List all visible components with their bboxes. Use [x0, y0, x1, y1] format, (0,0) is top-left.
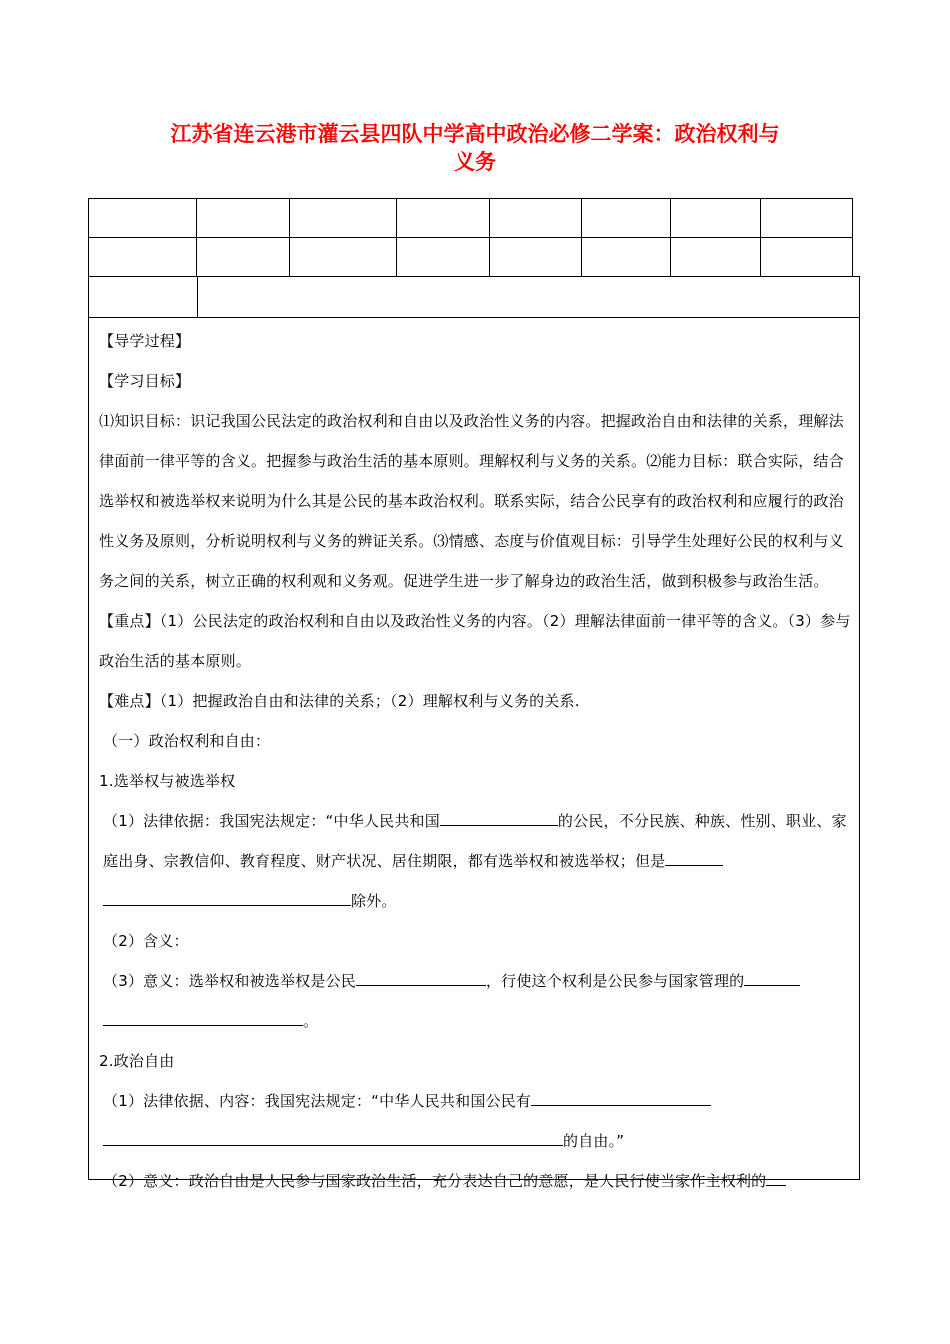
- table-cell: [89, 238, 197, 277]
- difficulties: 【难点】（1）把握政治自由和法律的关系；（2）理解权利与义务的关系.: [99, 692, 580, 710]
- header-table: [88, 198, 853, 277]
- fill-blank[interactable]: [103, 1131, 563, 1146]
- item2-sig-text: （2）意义：政治自由是人民参与国家政治生活，充分表达自己的意愿，是人民行使当家作主权利的: [103, 1172, 767, 1190]
- table-cell: [761, 238, 853, 277]
- item1-law-text-a: （1）法律依据：我国宪法规定：“中华人民共和国: [103, 812, 440, 830]
- content-box: [88, 276, 860, 1190]
- table-cell: [197, 199, 290, 238]
- lesson-content: [99, 321, 851, 1201]
- item2-significance: [99, 1161, 851, 1201]
- learning-goals-heading: 【学习目标】: [99, 372, 191, 390]
- table-cell: [290, 238, 397, 277]
- fill-blank[interactable]: [531, 1091, 711, 1106]
- fill-blank[interactable]: [766, 1171, 786, 1186]
- fill-blank[interactable]: [356, 971, 486, 986]
- table-cell: [761, 199, 853, 238]
- table-row: [89, 199, 853, 238]
- learning-goals-text: ⑴知识目标：识记我国公民法定的政治权利和自由以及政治性义务的内容。把握政治自由和法律的关系，理解法律面前一律平等的含义。把握参与政治生活的基本原则。理解权利与义务的关系。⑵能力目标：联合实际，结合选举权和被选举权来说明为什么其是公民的基本政治权利。联系实际，结合公民享有的政治权利和应履行的政治性义务及原则，分析说明权利与义务的辨证关系。⑶情感、态度与价值观目标：引导学生处理好公民的权利与义务之间的关系，树立正确的权利观和义务观。促进学生进一步了解身边的政治生活，做到积极参与政治生活。: [99, 412, 844, 590]
- item1-law-text-b: 的公民，不分民族、种族、性别、职业、家庭出身、宗教信仰、教育程度、财产状况、居住期限，都有选举权和被选举权；但是: [103, 812, 847, 870]
- item1-law: [99, 801, 851, 921]
- part1-title: （一）政治权利和自由：: [103, 732, 271, 750]
- table-row: [89, 238, 853, 277]
- item2-law: [99, 1081, 851, 1161]
- table-cell: [397, 238, 490, 277]
- label-row: [89, 277, 859, 318]
- item1-sig-text-a: （3）意义：选举权和被选举权是公民: [103, 972, 356, 990]
- table-cell: [671, 238, 761, 277]
- fill-blank[interactable]: [103, 1011, 303, 1026]
- item2-law-text-b: 的自由。”: [563, 1132, 625, 1150]
- table-cell: [197, 238, 290, 277]
- fill-blank[interactable]: [440, 811, 558, 826]
- guide-process-heading: 【导学过程】: [99, 332, 191, 350]
- item2-title: 2.政治自由: [99, 1052, 175, 1070]
- fill-blank[interactable]: [665, 851, 723, 866]
- document-title: [120, 120, 830, 176]
- table-cell: [671, 199, 761, 238]
- item1-law-text-c: 除外。: [351, 892, 397, 910]
- fill-blank[interactable]: [744, 971, 800, 986]
- item1-title: 1.选举权与被选举权: [99, 772, 236, 790]
- cell-divider: [197, 277, 198, 317]
- table-cell: [397, 199, 490, 238]
- table-cell: [582, 238, 671, 277]
- item2-law-text-a: （1）法律依据、内容：我国宪法规定：“中华人民共和国公民有: [103, 1092, 532, 1110]
- title-line-1: 江苏省连云港市灌云县四队中学高中政治必修二学案：政治权利与: [170, 122, 780, 146]
- table-cell: [582, 199, 671, 238]
- table-cell: [490, 199, 582, 238]
- fill-blank[interactable]: [103, 891, 351, 906]
- item1-sig-text-c: 。: [303, 1012, 319, 1030]
- table-cell: [490, 238, 582, 277]
- table-cell: [89, 199, 197, 238]
- item1-sig-text-b: ，行使这个权利是公民参与国家管理的: [485, 972, 745, 990]
- key-points: 【重点】（1）公民法定的政治权利和自由以及政治性义务的内容。（2）理解法律面前一律平等的含义。（3）参与政治生活的基本原则。: [99, 612, 851, 670]
- title-line-2: 义务: [454, 150, 496, 174]
- table-cell: [290, 199, 397, 238]
- item1-significance: [99, 961, 851, 1041]
- item1-meaning: （2）含义：: [103, 932, 189, 950]
